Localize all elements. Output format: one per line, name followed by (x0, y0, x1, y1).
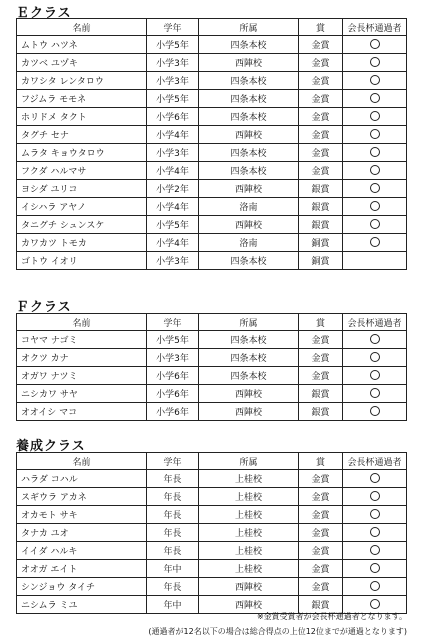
section-title-training: 養成クラス (16, 439, 86, 454)
note-top-12: (通過者が12名以下の場合は総合得点の上位12位までが通過となります) (148, 627, 407, 636)
grade-cell: 小学3年 (147, 144, 199, 162)
table-row (17, 349, 407, 367)
table-row (17, 180, 407, 198)
qualifier-circle-icon (370, 473, 380, 483)
table-row (17, 385, 407, 403)
grade-cell: 年中 (147, 560, 199, 578)
award-cell: 金賞 (299, 144, 343, 162)
affiliation-cell: 四条本校 (199, 349, 299, 367)
qualifier-cell (343, 54, 407, 72)
grade-cell: 年長 (147, 488, 199, 506)
name-cell: コヤマ ナゴミ (17, 331, 147, 349)
affiliation-cell: 四条本校 (199, 162, 299, 180)
qualifier-circle-icon (370, 129, 380, 139)
qualifier-circle-icon (370, 509, 380, 519)
affiliation-cell: 四条本校 (199, 36, 299, 54)
grade-cell: 小学2年 (147, 180, 199, 198)
qualifier-cell (343, 216, 407, 234)
table-row (17, 198, 407, 216)
qualifier-cell (343, 560, 407, 578)
qualifier-cell (343, 162, 407, 180)
name-cell: オガワ ナツミ (17, 367, 147, 385)
column-header: 会長杯通過者 (343, 453, 407, 470)
qualifier-cell (343, 108, 407, 126)
grade-cell: 小学5年 (147, 36, 199, 54)
affiliation-cell: 西陣校 (199, 596, 299, 614)
grade-cell: 小学4年 (147, 162, 199, 180)
grade-cell: 年長 (147, 542, 199, 560)
column-header: 学年 (147, 314, 199, 331)
name-cell: ホリドメ タクト (17, 108, 147, 126)
table-row (17, 488, 407, 506)
qualifier-cell (343, 126, 407, 144)
table-row (17, 144, 407, 162)
affiliation-cell: 四条本校 (199, 90, 299, 108)
award-cell: 金賞 (299, 470, 343, 488)
table-header (17, 453, 407, 470)
affiliation-cell: 西陣校 (199, 385, 299, 403)
table-body (17, 470, 407, 614)
award-cell: 銀賞 (299, 198, 343, 216)
name-cell: ニシカワ サヤ (17, 385, 147, 403)
award-cell: 金賞 (299, 162, 343, 180)
qualifier-circle-icon (370, 39, 380, 49)
affiliation-cell: 西陣校 (199, 403, 299, 421)
name-cell: フジムラ モモネ (17, 90, 147, 108)
table-body (17, 36, 407, 270)
qualifier-cell (343, 578, 407, 596)
qualifier-cell (343, 252, 407, 270)
affiliation-cell: 四条本校 (199, 72, 299, 90)
column-header: 所属 (199, 453, 299, 470)
name-cell: カワカツ トモカ (17, 234, 147, 252)
qualifier-circle-icon (370, 75, 380, 85)
table-row (17, 216, 407, 234)
name-cell: ヨシダ ユリコ (17, 180, 147, 198)
affiliation-cell: 上桂校 (199, 488, 299, 506)
column-header: 学年 (147, 19, 199, 36)
award-cell: 金賞 (299, 560, 343, 578)
grade-cell: 小学6年 (147, 108, 199, 126)
qualifier-cell (343, 198, 407, 216)
table-row (17, 36, 407, 54)
award-cell: 金賞 (299, 72, 343, 90)
column-header: 賞 (299, 19, 343, 36)
qualifier-cell (343, 144, 407, 162)
award-cell: 金賞 (299, 367, 343, 385)
grade-cell: 小学3年 (147, 72, 199, 90)
award-cell: 金賞 (299, 331, 343, 349)
name-cell: オクツ カナ (17, 349, 147, 367)
results-table-training (16, 452, 407, 614)
award-cell: 金賞 (299, 578, 343, 596)
grade-cell: 小学6年 (147, 367, 199, 385)
qualifier-circle-icon (370, 599, 380, 609)
column-header: 名前 (17, 453, 147, 470)
qualifier-cell (343, 385, 407, 403)
name-cell: カワシタ レンタロウ (17, 72, 147, 90)
qualifier-circle-icon (370, 581, 380, 591)
column-header: 名前 (17, 314, 147, 331)
award-cell: 銀賞 (299, 596, 343, 614)
grade-cell: 年長 (147, 506, 199, 524)
qualifier-cell (343, 488, 407, 506)
name-cell: タニグチ シュンスケ (17, 216, 147, 234)
column-header: 所属 (199, 19, 299, 36)
column-header: 会長杯通過者 (343, 19, 407, 36)
table-body (17, 331, 407, 421)
column-header: 所属 (199, 314, 299, 331)
award-cell: 銀賞 (299, 403, 343, 421)
qualifier-circle-icon (370, 237, 380, 247)
grade-cell: 小学4年 (147, 234, 199, 252)
results-table-f (16, 313, 407, 421)
award-cell: 金賞 (299, 126, 343, 144)
table-row (17, 162, 407, 180)
award-cell: 銀賞 (299, 216, 343, 234)
grade-cell: 年長 (147, 578, 199, 596)
grade-cell: 小学5年 (147, 90, 199, 108)
table-row (17, 524, 407, 542)
name-cell: シンジョウ タイチ (17, 578, 147, 596)
column-header: 賞 (299, 453, 343, 470)
qualifier-circle-icon (370, 57, 380, 67)
name-cell: ゴトウ イオリ (17, 252, 147, 270)
qualifier-circle-icon (370, 545, 380, 555)
affiliation-cell: 洛南 (199, 234, 299, 252)
table-row (17, 470, 407, 488)
award-cell: 銀賞 (299, 180, 343, 198)
award-cell: 金賞 (299, 54, 343, 72)
table-row (17, 54, 407, 72)
grade-cell: 小学5年 (147, 216, 199, 234)
qualifier-circle-icon (370, 406, 380, 416)
column-header: 学年 (147, 453, 199, 470)
name-cell: タナカ ユオ (17, 524, 147, 542)
table-row (17, 331, 407, 349)
affiliation-cell: 上桂校 (199, 524, 299, 542)
qualifier-cell (343, 367, 407, 385)
grade-cell: 小学5年 (147, 331, 199, 349)
qualifier-circle-icon (370, 219, 380, 229)
award-cell: 銅賞 (299, 252, 343, 270)
qualifier-circle-icon (370, 334, 380, 344)
table-row (17, 72, 407, 90)
qualifier-cell (343, 234, 407, 252)
grade-cell: 小学3年 (147, 252, 199, 270)
table-row (17, 126, 407, 144)
name-cell: フクダ ハルマサ (17, 162, 147, 180)
qualifier-cell (343, 403, 407, 421)
name-cell: オオガ エイト (17, 560, 147, 578)
award-cell: 金賞 (299, 108, 343, 126)
award-cell: 銅賞 (299, 234, 343, 252)
qualifier-circle-icon (370, 563, 380, 573)
qualifier-circle-icon (370, 370, 380, 380)
name-cell: ハラダ コハル (17, 470, 147, 488)
column-header: 賞 (299, 314, 343, 331)
affiliation-cell: 四条本校 (199, 108, 299, 126)
name-cell: ムトウ ハツネ (17, 36, 147, 54)
name-cell: タグチ セナ (17, 126, 147, 144)
affiliation-cell: 西陣校 (199, 180, 299, 198)
name-cell: スギウラ アカネ (17, 488, 147, 506)
affiliation-cell: 西陣校 (199, 126, 299, 144)
name-cell: イシハラ アヤノ (17, 198, 147, 216)
grade-cell: 小学6年 (147, 385, 199, 403)
grade-cell: 小学6年 (147, 403, 199, 421)
grade-cell: 小学3年 (147, 349, 199, 367)
table-row (17, 252, 407, 270)
award-cell: 金賞 (299, 524, 343, 542)
grade-cell: 年長 (147, 470, 199, 488)
qualifier-circle-icon (370, 147, 380, 157)
column-header: 会長杯通過者 (343, 314, 407, 331)
affiliation-cell: 上桂校 (199, 506, 299, 524)
qualifier-circle-icon (370, 527, 380, 537)
qualifier-cell (343, 470, 407, 488)
qualifier-cell (343, 36, 407, 54)
section-title-f: Ｆクラス (16, 300, 72, 315)
affiliation-cell: 上桂校 (199, 470, 299, 488)
award-cell: 金賞 (299, 488, 343, 506)
affiliation-cell: 上桂校 (199, 542, 299, 560)
qualifier-cell (343, 349, 407, 367)
grade-cell: 小学4年 (147, 198, 199, 216)
table-row (17, 506, 407, 524)
table-row (17, 578, 407, 596)
award-cell: 金賞 (299, 542, 343, 560)
table-row (17, 234, 407, 252)
affiliation-cell: 西陣校 (199, 216, 299, 234)
qualifier-cell (343, 506, 407, 524)
table-row (17, 560, 407, 578)
section-title-e: Ｅクラス (16, 6, 72, 21)
qualifier-circle-icon (370, 111, 380, 121)
name-cell: イイダ ハルキ (17, 542, 147, 560)
name-cell: オオイシ マコ (17, 403, 147, 421)
qualifier-circle-icon (370, 201, 380, 211)
affiliation-cell: 四条本校 (199, 144, 299, 162)
affiliation-cell: 四条本校 (199, 331, 299, 349)
qualifier-circle-icon (370, 491, 380, 501)
award-cell: 金賞 (299, 506, 343, 524)
name-cell: ムラタ キョウタロウ (17, 144, 147, 162)
header-row (17, 19, 407, 36)
table-header (17, 314, 407, 331)
award-cell: 金賞 (299, 349, 343, 367)
header-row (17, 314, 407, 331)
grade-cell: 小学4年 (147, 126, 199, 144)
qualifier-circle-icon (370, 183, 380, 193)
table-row (17, 403, 407, 421)
qualifier-circle-icon (370, 165, 380, 175)
results-table-e (16, 18, 407, 270)
affiliation-cell: 西陣校 (199, 578, 299, 596)
qualifier-circle-icon (370, 352, 380, 362)
award-cell: 金賞 (299, 36, 343, 54)
affiliation-cell: 西陣校 (199, 54, 299, 72)
name-cell: ニシムラ ミユ (17, 596, 147, 614)
table-row (17, 108, 407, 126)
header-row (17, 453, 407, 470)
award-cell: 銀賞 (299, 385, 343, 403)
name-cell: カツベ ユヅキ (17, 54, 147, 72)
qualifier-cell (343, 180, 407, 198)
table-header (17, 19, 407, 36)
qualifier-cell (343, 72, 407, 90)
qualifier-cell (343, 90, 407, 108)
affiliation-cell: 四条本校 (199, 367, 299, 385)
qualifier-circle-icon (370, 93, 380, 103)
name-cell: オカモト サキ (17, 506, 147, 524)
table-row (17, 542, 407, 560)
grade-cell: 小学3年 (147, 54, 199, 72)
qualifier-cell (343, 331, 407, 349)
qualifier-cell (343, 524, 407, 542)
table-row (17, 90, 407, 108)
award-cell: 金賞 (299, 90, 343, 108)
table-row (17, 367, 407, 385)
qualifier-cell (343, 542, 407, 560)
affiliation-cell: 洛南 (199, 198, 299, 216)
grade-cell: 年中 (147, 596, 199, 614)
affiliation-cell: 上桂校 (199, 560, 299, 578)
column-header: 名前 (17, 19, 147, 36)
qualifier-circle-icon (370, 388, 380, 398)
note-gold-qualifier: ※金賞受賞者が会長杯通過者となります。 (256, 612, 407, 621)
grade-cell: 年長 (147, 524, 199, 542)
affiliation-cell: 四条本校 (199, 252, 299, 270)
